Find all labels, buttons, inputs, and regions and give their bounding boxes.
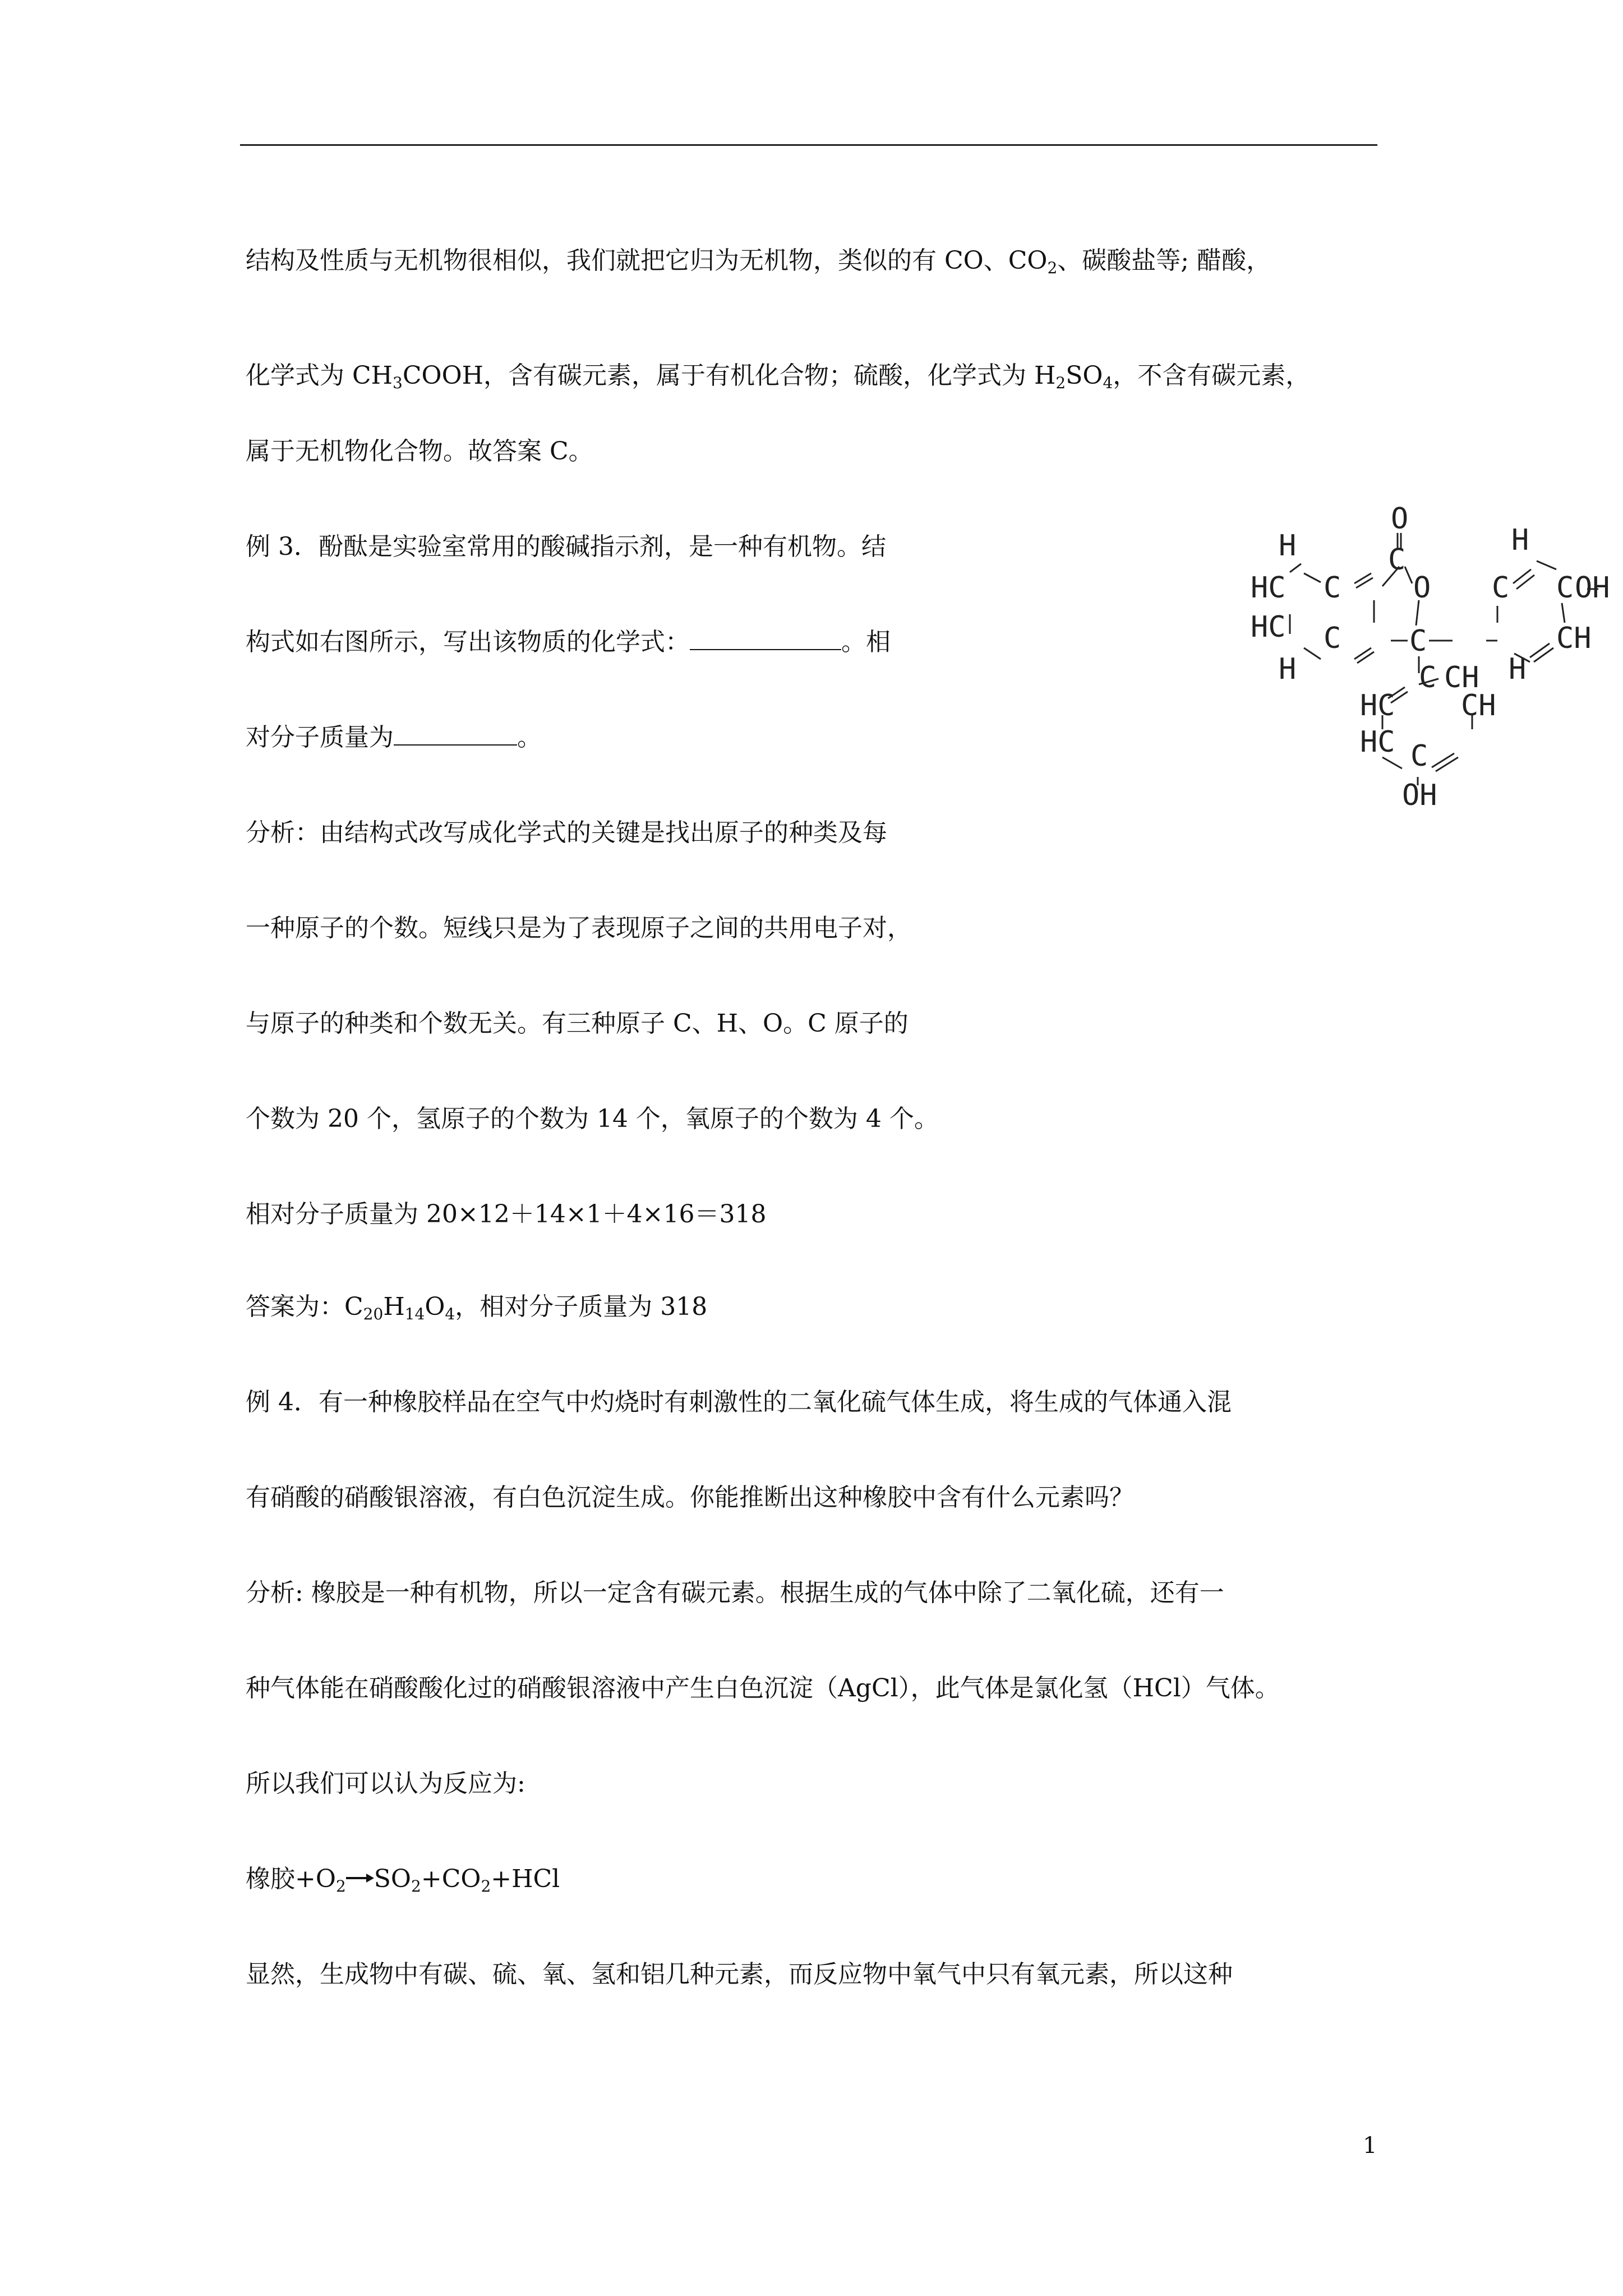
example3-analysis-line1: 分析：由结构式改写成化学式的关键是找出原子的种类及每 bbox=[246, 818, 887, 847]
example3-question-line3: 对分子质量为 。 bbox=[246, 723, 542, 752]
example3-analysis-line4: 个数为 20 个，氢原子的个数为 14 个，氧原子的个数为 4 个。 bbox=[246, 1105, 939, 1133]
atom-c: C bbox=[1324, 622, 1341, 655]
example3-analysis-line3: 与原子的种类和个数无关。有三种原子 C、H、O。C 原子的 bbox=[246, 1009, 909, 1038]
atom-h: H bbox=[1279, 652, 1297, 686]
atom-h: H bbox=[1511, 523, 1529, 557]
para1-line3: 属于无机物化合物。故答案 C。 bbox=[246, 437, 593, 466]
example4-analysis-line3: 所以我们可以认为反应为: bbox=[246, 1769, 525, 1798]
atom-c: C bbox=[1492, 571, 1510, 605]
example3-question-line2: 构式如右图所示，写出该物质的化学式： 。相 bbox=[246, 628, 891, 656]
atom-oh: OH bbox=[1402, 779, 1437, 808]
example4-analysis-line4: 显然，生成物中有碳、硫、氧、氢和铝几种元素，而反应物中氧气中只有氧元素，所以这种 bbox=[246, 1960, 1233, 1989]
example4-question-line1: 例 4．有一种橡胶样品在空气中灼烧时有刺激性的二氧化硫气体生成，将生成的气体通入混 bbox=[246, 1388, 1232, 1416]
atom-ch: CH bbox=[1461, 689, 1496, 723]
atom-ch: CH bbox=[1444, 661, 1479, 694]
example3-analysis-line2: 一种原子的个数。短线只是为了表现原子之间的共用电子对， bbox=[246, 914, 912, 942]
atom-c: C bbox=[1556, 571, 1574, 605]
atom-hc: HC bbox=[1360, 725, 1395, 759]
atom-c-center: C bbox=[1409, 624, 1427, 658]
example3-analysis-line5: 相对分子质量为 20×12＋14×1＋4×16＝318 bbox=[246, 1200, 767, 1228]
para1-line1: 结构及性质与无机物很相似，我们就把它归为无机物，类似的有 CO、$CO_2$、碳酸盐等; 醋酸， bbox=[246, 246, 1271, 277]
atom-o-carbonyl: O bbox=[1391, 502, 1409, 536]
atom-c: C bbox=[1324, 571, 1341, 605]
atom-c: C bbox=[1419, 661, 1437, 694]
formula-answer-blank bbox=[690, 648, 841, 650]
atom-oh: OH bbox=[1575, 571, 1610, 605]
atom-h: H bbox=[1509, 652, 1527, 686]
mass-answer-blank bbox=[394, 743, 517, 746]
example3-answer-line: 答案为：$C_{20}H_{14}O_4$，相对分子质量为 318 bbox=[246, 1292, 708, 1323]
phenolphthalein-structure-figure bbox=[1251, 494, 1615, 808]
page-number: 1 bbox=[1363, 2133, 1377, 2159]
para1-line2: 化学式为 $CH_3COOH$，含有碳元素，属于有机化合物；硫酸，化学式为 $H_2SO_4$，不含有碳元素， bbox=[246, 361, 1311, 392]
example4-analysis-line2: 种气体能在硝酸酸化过的硝酸银溶液中产生白色沉淀（AgCl），此气体是氯化氢（HCl）气体。 bbox=[246, 1674, 1280, 1703]
reaction-arrow-icon bbox=[346, 1872, 374, 1884]
structure-diagram bbox=[1251, 494, 1615, 808]
atom-h: H bbox=[1279, 529, 1297, 563]
atom-c: C bbox=[1410, 739, 1428, 773]
example4-question-line2: 有硝酸的硝酸银溶液，有白色沉淀生成。你能推断出这种橡胶中含有什么元素吗？ bbox=[246, 1483, 1134, 1512]
atom-o-ring: O bbox=[1413, 571, 1431, 605]
header-rule bbox=[240, 144, 1377, 146]
atom-c: C bbox=[1388, 543, 1406, 577]
reaction-equation: 橡胶$+O_2$ $SO_2+CO_2+HCl$ bbox=[246, 1865, 560, 1895]
example4-analysis-line1: 分析: 橡胶是一种有机物，所以一定含有碳元素。根据生成的气体中除了二氧化硫，还有一 bbox=[246, 1579, 1224, 1607]
atom-hc: HC bbox=[1251, 610, 1286, 644]
atom-ch: CH bbox=[1556, 622, 1592, 655]
atom-hc: HC bbox=[1360, 689, 1395, 723]
atom-hc: HC bbox=[1251, 571, 1286, 605]
example3-question-line1: 例 3．酚酞是实验室常用的酸碱指示剂，是一种有机物。结 bbox=[246, 532, 886, 561]
